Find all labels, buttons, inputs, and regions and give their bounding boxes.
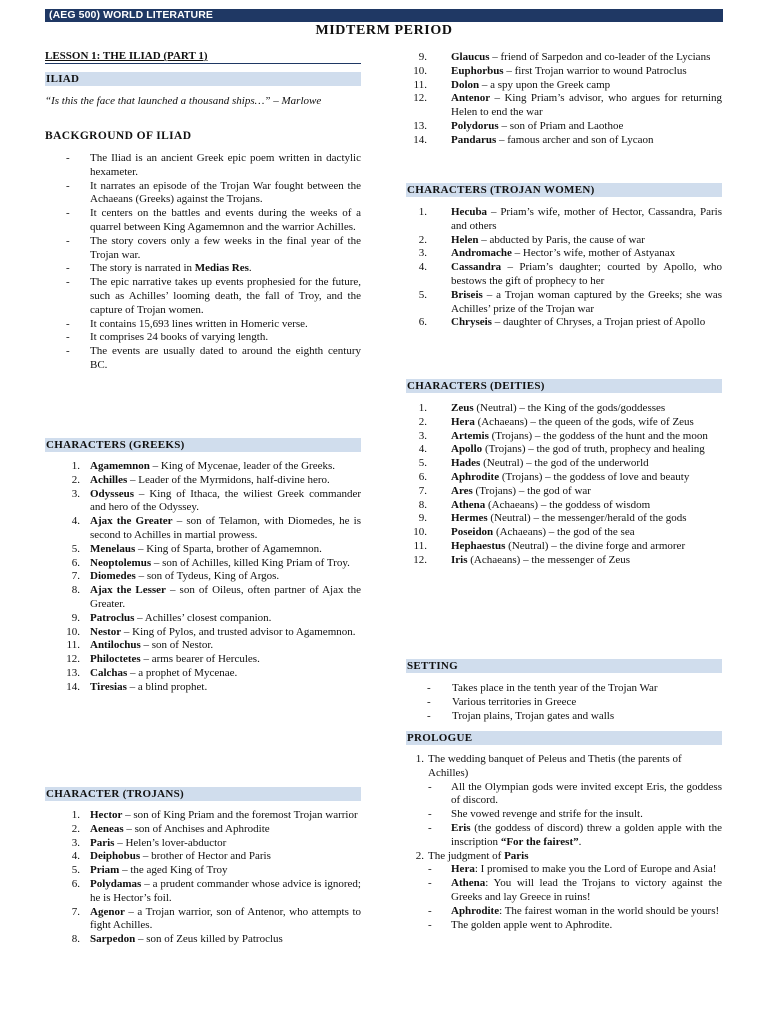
character-description: – Helen’s lover-abductor [114,836,227,849]
character-name: Cassandra [451,261,502,274]
eris-text: (the goddess of discord) threw a golden apple with the inscription [451,821,722,848]
character-name: Hector [90,809,123,821]
character-description: (Trojans) – the goddess of the hunt and the moon [488,429,708,442]
list-item [428,877,722,905]
list-item: - Various territories in Greece [406,696,722,710]
character-description: – the aged King of Troy [119,864,228,877]
list-item [406,316,722,330]
course-title: (AEG 500) WORLD LITERATURE [49,9,213,21]
lesson-title: LESSON 1: THE ILIAD (PART 1) [45,50,208,62]
item-number: 8. [418,498,427,511]
item-number: 1. [71,460,80,472]
list-item [428,822,722,850]
character-description: – a prophet of Mycenae. [127,666,238,679]
character-name: Agenor [90,905,125,918]
item-number: 3. [418,247,427,260]
list-item [45,906,361,934]
character-description: – King of Ithaca, the wiliest Greek commander and hero of the Odyssey. [90,487,361,514]
character-description: – son of Oileus, often partner of Ajax the Greater. [90,584,361,610]
setting-list [406,682,722,723]
item-number: 5. [418,457,427,470]
item-number: 10. [413,64,427,77]
goddess-name: Hera [451,863,475,876]
character-description: – King Priam’s advisor, who argues for returning Helen to end the war [451,92,722,119]
prologue-heading-bar [406,731,722,745]
women-heading-bar [406,183,722,197]
course-header-bar [45,9,723,22]
item-number: 7. [418,484,427,497]
item-number: 13. [66,666,80,679]
deities-heading: CHARACTERS (DEITIES) [407,380,545,392]
list-item [45,570,361,584]
list-item: - Takes place in the tenth year of the Trojan War [406,682,722,696]
list-item [45,878,361,906]
item-number: 9. [418,51,427,63]
list-item [45,837,361,851]
setting-heading: SETTING [407,660,459,672]
list-item: - The events are usually dated to around the eighth century BC. [45,345,361,373]
apple-outcome: The golden apple went to Aphrodite. [451,918,613,931]
character-description: – King of Pylos, and trusted advisor to Agamemnon. [121,625,356,638]
lesson-underline [45,63,361,64]
character-description: – Priam’s daughter; courted by Apollo, who bestows the gift of prophecy to her [451,261,722,287]
prologue-item-text: The judgment of [428,849,505,862]
list-item [45,557,361,571]
item-number: 6. [71,556,80,569]
list-item [406,65,722,79]
goddess-promise: : You will lead the Trojans to victory against the Greeks and lay Greece in ruins! [451,877,722,903]
item-number: 6. [71,877,80,890]
character-name: Athena [451,498,486,511]
item-number: 7. [71,905,80,918]
character-name: Priam [90,864,120,877]
character-name: Pandarus [451,133,497,146]
character-name: Hephaestus [451,539,506,552]
character-description: (Trojans) – the goddess of love and beauty [499,470,690,483]
character-description: (Achaeans) – the queen of the gods, wife of Zeus [474,415,694,428]
item-number: 9. [71,611,80,624]
background-heading: BACKGROUND OF ILIAD [45,130,192,142]
character-name: Antenor [451,92,491,105]
item-number: 1. [415,753,424,765]
character-description: – son of Tydeus, King of Argos. [135,570,280,583]
trojans-list-continued [406,51,722,148]
item-number: 3. [418,429,427,442]
character-name: Patroclus [90,611,135,624]
character-name: Apollo [451,443,483,456]
character-description: – son of Anchises and Aphrodite [123,822,270,835]
list-item [45,681,361,695]
item-number: 3. [71,836,80,849]
item-number: 8. [71,584,80,597]
list-item [406,499,722,513]
list-item [45,864,361,878]
character-name: Hecuba [451,206,488,218]
greeks-list [45,460,361,695]
item-number: 6. [418,470,427,483]
marlowe-quote: “Is this the face that launched a thousand ships…” – Marlowe [45,95,322,107]
character-description: – son of Priam and Laothoe [498,119,624,132]
item-number: 12. [66,653,80,666]
prologue-item-text: The wedding banquet of Peleus and Thetis (the parents of Achilles) [428,753,682,779]
item-number: 11. [413,78,427,91]
goddess-name: Athena [451,877,486,890]
character-description: (Achaeans) – the goddess of wisdom [485,498,651,511]
list-item [45,653,361,667]
item-number: 4. [71,515,80,528]
item-number: 4. [418,261,427,274]
list-item [45,474,361,488]
character-description: – a prudent commander whose advice is ignored; he is Hector’s foil. [90,877,361,904]
character-description: (Trojans) – the god of war [472,484,591,497]
character-description: (Achaeans) – the messenger of Zeus [467,553,630,566]
item-number: 12. [413,553,427,566]
greeks-heading-bar [45,438,361,452]
list-item [45,850,361,864]
item-number: 4. [71,850,80,863]
list-item [428,905,722,919]
item-number: 10. [66,625,80,638]
list-item [45,626,361,640]
list-item: - Trojan plains, Trojan gates and walls [406,710,722,724]
background-list [45,152,361,373]
character-name: Artemis [451,429,489,442]
character-name: Neoptolemus [90,556,152,569]
character-name: Poseidon [451,526,494,539]
character-name: Agamemnon [90,460,150,472]
prologue-heading: PROLOGUE [407,732,473,744]
item-number: 6. [418,316,427,329]
character-name: Achilles [90,473,128,486]
list-item [406,79,722,93]
character-name: Nestor [90,625,122,638]
character-name: Menelaus [90,542,136,555]
trojans-list [45,809,361,947]
item-number: 5. [418,288,427,301]
list-item [406,51,722,65]
item-number: 2. [71,473,80,486]
character-description: (Neutral) – the messenger/herald of the gods [487,512,687,525]
character-name: Sarpedon [90,933,136,946]
item-number: 8. [71,933,80,946]
list-item: - The epic narrative takes up events prophesied for the future, such as Achilles’ looming death, the fall of Troy, and the capture of Trojan women. [45,276,361,317]
list-item: - It contains 15,693 lines written in Homeric verse. [45,318,361,332]
list-item [406,416,722,430]
character-name: Iris [451,553,468,566]
item-number: 1. [418,206,427,218]
trojans-heading-bar [45,787,361,801]
item-number: 7. [71,570,80,583]
women-list [406,206,722,330]
character-name: Ajax the Greater [90,515,173,528]
character-name: Polydamas [90,877,142,890]
list-item [406,430,722,444]
list-item [45,809,361,823]
character-name: Ares [451,484,473,497]
medias-res-bold: Medias Res [194,262,249,275]
eris-name: Eris [451,821,471,834]
list-item [406,402,722,416]
character-name: Hera [451,415,475,428]
character-description: – abducted by Paris, the cause of war [478,233,645,246]
item-number: 3. [71,487,80,500]
list-item [406,289,722,317]
item-number: 9. [418,512,427,525]
prologue-sublist [428,781,722,850]
list-item [45,823,361,837]
character-description: – a spy upon the Greek camp [479,78,611,91]
character-name: Tiresias [90,680,127,693]
character-name: Aeneas [90,822,124,835]
item-number: 14. [66,680,80,693]
list-item [45,933,361,947]
character-name: Polydorus [451,119,499,132]
list-item [45,612,361,626]
character-name: Deiphobus [90,850,141,863]
character-description: – Priam’s wife, mother of Hector, Cassandra, Paris and others [451,206,722,232]
list-item [45,667,361,681]
character-description: – King of Mycenae, leader of the Greeks. [149,460,335,472]
item-number: 2. [71,822,80,835]
character-description: – arms bearer of Hercules. [140,653,260,666]
item-number: 2. [418,415,427,428]
list-item [45,639,361,653]
list-item [406,554,722,568]
character-description: – Leader of the Myrmidons, half-divine hero. [127,473,330,486]
list-item [45,515,361,543]
list-item [406,512,722,526]
goddess-promise: : I promised to make you the Lord of Europe and Asia! [474,863,717,876]
list-item [428,919,722,933]
item-number: 14. [413,133,427,146]
character-name: Andromache [451,247,512,260]
character-name: Euphorbus [451,64,504,77]
list-item: - It centers on the battles and events during the weeks of a quarrel between King Agamemnon and the warrior Achilles. [45,207,361,235]
list-item [406,540,722,554]
list-item [406,485,722,499]
goddess-name: Aphrodite [451,904,500,917]
character-name: Aphrodite [451,470,500,483]
character-description: – friend of Sarpedon and co-leader of the Lycians [489,51,711,63]
list-item [45,460,361,474]
character-description: (Neutral) – the god of the underworld [480,457,649,470]
iliad-heading-bar [45,72,361,86]
trojans-heading: CHARACTER (TROJANS) [46,788,185,800]
list-item: - The Iliad is an ancient Greek epic poem written in dactylic hexameter. [45,152,361,180]
list-item [406,261,722,289]
character-description: – King of Sparta, brother of Agamemnon. [135,542,322,555]
list-item: - The story covers only a few weeks in the final year of the Trojan war. [45,235,361,263]
list-item [45,543,361,557]
character-description: – famous archer and son of Lycaon [496,133,654,146]
character-description: – a blind prophet. [126,680,208,693]
paris-bold: Paris [504,849,529,862]
character-description: – a Trojan woman captured by the Greeks; she was Achilles’ prize of the Trojan war [451,288,722,315]
medias-res-text: The story is narrated in [90,262,195,275]
character-name: Odysseus [90,487,135,500]
list-item [406,526,722,540]
character-name: Calchas [90,666,128,679]
character-description: – son of Nestor. [140,639,214,652]
prologue-item-2 [406,850,722,933]
item-number: 1. [71,809,80,821]
character-name: Dolon [451,78,480,91]
list-item [406,92,722,120]
iliad-heading: ILIAD [46,73,80,85]
character-name: Ajax the Lesser [90,584,166,597]
character-name: Hermes [451,512,488,525]
list-item [406,471,722,485]
eris-end: . [578,835,582,848]
prologue-sublist [428,863,722,932]
deities-heading-bar [406,379,722,393]
list-item [406,120,722,134]
women-heading: CHARACTERS (TROJAN WOMEN) [407,184,595,196]
character-description: – son of Achilles, killed King Priam of Troy. [151,556,350,569]
character-description: – brother of Hector and Paris [140,850,271,863]
list-item: - The story is narrated in Medias Res. [45,262,361,276]
item-number: 11. [66,639,80,652]
character-description: – son of Telamon, with Diomedes, he is second to Achilles in martial prowess. [90,515,362,541]
item-number: 4. [418,443,427,456]
item-number: 2. [418,233,427,246]
character-description: – daughter of Chryses, a Trojan priest of Apollo [491,316,706,329]
page-title: MIDTERM PERIOD [315,23,453,38]
character-description: (Neutral) – the King of the gods/goddesses [473,402,666,414]
item-number: 5. [71,864,80,877]
character-name: Hades [451,457,481,470]
character-name: Diomedes [90,570,136,583]
character-description: – Hector’s wife, mother of Astyanax [511,247,676,260]
list-item [406,247,722,261]
character-name: Philoctetes [90,653,141,666]
list-item: - All the Olympian gods were invited except Eris, the goddess of discord. [428,781,722,809]
character-name: Glaucus [451,51,490,63]
list-item: - She vowed revenge and strife for the insult. [428,808,722,822]
fairest-quote: “For the fairest” [500,835,579,848]
item-number: 11. [413,539,427,552]
goddess-promise: : The fairest woman in the world should be yours! [499,904,720,917]
setting-heading-bar [406,659,722,673]
item-number: 10. [413,526,427,539]
deities-list [406,402,722,568]
list-item [428,863,722,877]
character-name: Chryseis [451,316,492,329]
list-item [45,488,361,516]
item-number: 13. [413,119,427,132]
character-name: Antilochus [90,639,141,652]
character-description: – son of King Priam and the foremost Trojan warrior [122,809,358,821]
list-item [406,457,722,471]
item-number: 1. [418,402,427,414]
prologue-item-1 [406,753,722,850]
list-item [45,584,361,612]
prologue-list [406,753,722,932]
item-number: 2. [415,849,424,862]
character-description: – a Trojan warrior, son of Antenor, who attempts to fight Achilles. [90,905,361,932]
character-name: Zeus [451,402,474,414]
character-description: – Achilles’ closest companion. [134,611,272,624]
item-number: 5. [71,542,80,555]
character-name: Briseis [451,288,483,301]
character-description: (Trojans) – the god of truth, prophecy and healing [482,443,705,456]
greeks-heading: CHARACTERS (GREEKS) [46,439,185,451]
character-description: (Achaeans) – the god of the sea [493,526,635,539]
character-name: Paris [90,836,115,849]
list-item: - It comprises 24 books of varying length. [45,331,361,345]
item-number: 12. [413,92,427,105]
list-item: - It narrates an episode of the Trojan War fought between the Achaeans (Greeks) against the Trojans. [45,180,361,208]
list-item [406,234,722,248]
character-name: Helen [451,233,479,246]
list-item [406,443,722,457]
character-description: (Neutral) – the divine forge and armorer [505,539,686,552]
character-description: – first Trojan warrior to wound Patroclus [503,64,687,77]
character-description: – son of Zeus killed by Patroclus [135,933,283,946]
list-item [406,206,722,234]
list-item [406,134,722,148]
